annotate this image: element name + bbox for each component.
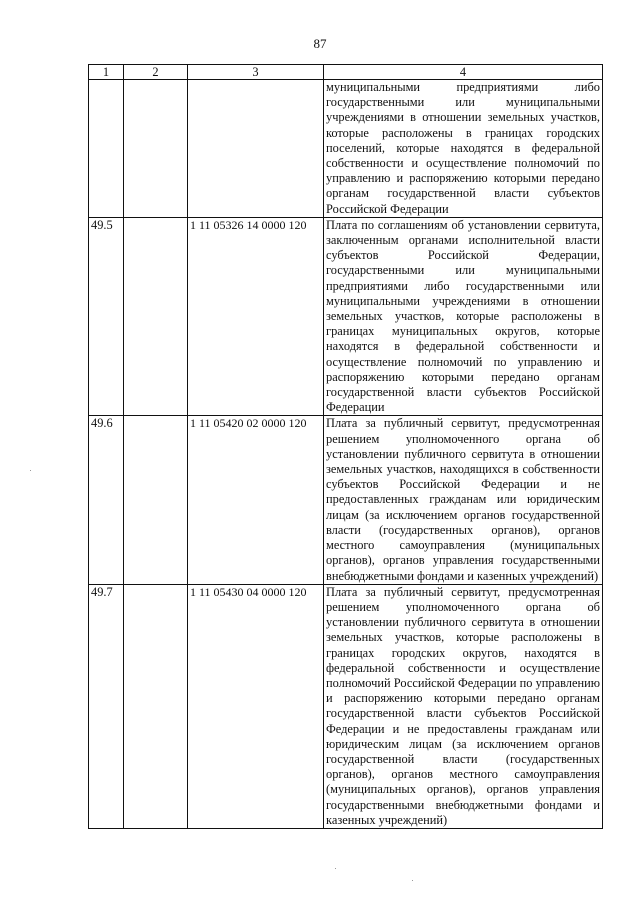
- table-row: [89, 416, 603, 584]
- budget-code-cell: [188, 80, 324, 218]
- budget-code-cell: 1 11 05420 02 0000 120: [188, 416, 324, 584]
- description-cell: Плата за публичный сервитут, предусмотренная решением уполномоченного органа об установлении публичного сервитута в отношении земельных участков, находящихся в собственности субъектов Российской Федерации и не предоставленных гражданам или юридическим лицам (за исключением органов государственной власти (государственных органов), органов местного самоуправления (муниципальных органов), органов управления государственными внебюджетными фондами и казенных учреждений): [324, 416, 603, 584]
- scan-speck: [335, 868, 336, 869]
- income-codes-table: [88, 64, 603, 829]
- column-header-1: 1: [89, 65, 124, 80]
- page-number: 87: [313, 36, 327, 51]
- table-row: [89, 80, 603, 218]
- table-header-row: [89, 65, 603, 80]
- budget-code-cell: 1 11 05326 14 0000 120: [188, 217, 324, 416]
- row-number-cell: 49.7: [89, 584, 124, 828]
- column-header-4: 4: [324, 65, 603, 80]
- column-header-2: 2: [124, 65, 188, 80]
- description-cell: Плата за публичный сервитут, предусмотренная решением уполномоченного органа об установлении публичного сервитута в отношении земельных участков, которые расположены в границах городских округов, находятся в федеральной собственности и осуществление полномочий Российской Федерации по управлению и распоряжению которыми передано органам государственной власти субъектов Российской Федерации и не предоставлены гражданам или юридическим лицам (за исключением органов государственной власти (государственных органов), органов местного самоуправления (муниципальных органов), органов управления государственными внебюджетными фондами и казенных учреждений): [324, 584, 603, 828]
- column-header-3: 3: [188, 65, 324, 80]
- table-row: [89, 217, 603, 416]
- row-number-cell: 49.6: [89, 416, 124, 584]
- row-number-cell: 49.5: [89, 217, 124, 416]
- description-cell: Плата по соглашениям об установлении сервитута, заключенным органами исполнительной власти субъектов Российской Федерации, государственными или муниципальными предприятиями либо государственными или муниципальными учреждениями в отношении земельных участков, которые расположены в границах муниципальных округов, которые находятся в федеральной собственности и осуществление полномочий по управлению и распоряжению которыми передано органам государственной власти субъектов Российской Федерации: [324, 217, 603, 416]
- column-2-cell: [124, 416, 188, 584]
- table-row: [89, 584, 603, 828]
- scan-speck: [412, 880, 413, 881]
- column-2-cell: [124, 217, 188, 416]
- column-2-cell: [124, 80, 188, 218]
- row-number-cell: [89, 80, 124, 218]
- scan-speck: [30, 470, 31, 471]
- description-cell: муниципальными предприятиями либо государственными или муниципальными учреждениями в отношении земельных участков, которые расположены в границах городских поселений, которые находятся в федеральной собственности и осуществление полномочий по управлению и распоряжению которыми передано органам государственной власти субъектов Российской Федерации: [324, 80, 603, 218]
- budget-code-cell: 1 11 05430 04 0000 120: [188, 584, 324, 828]
- column-2-cell: [124, 584, 188, 828]
